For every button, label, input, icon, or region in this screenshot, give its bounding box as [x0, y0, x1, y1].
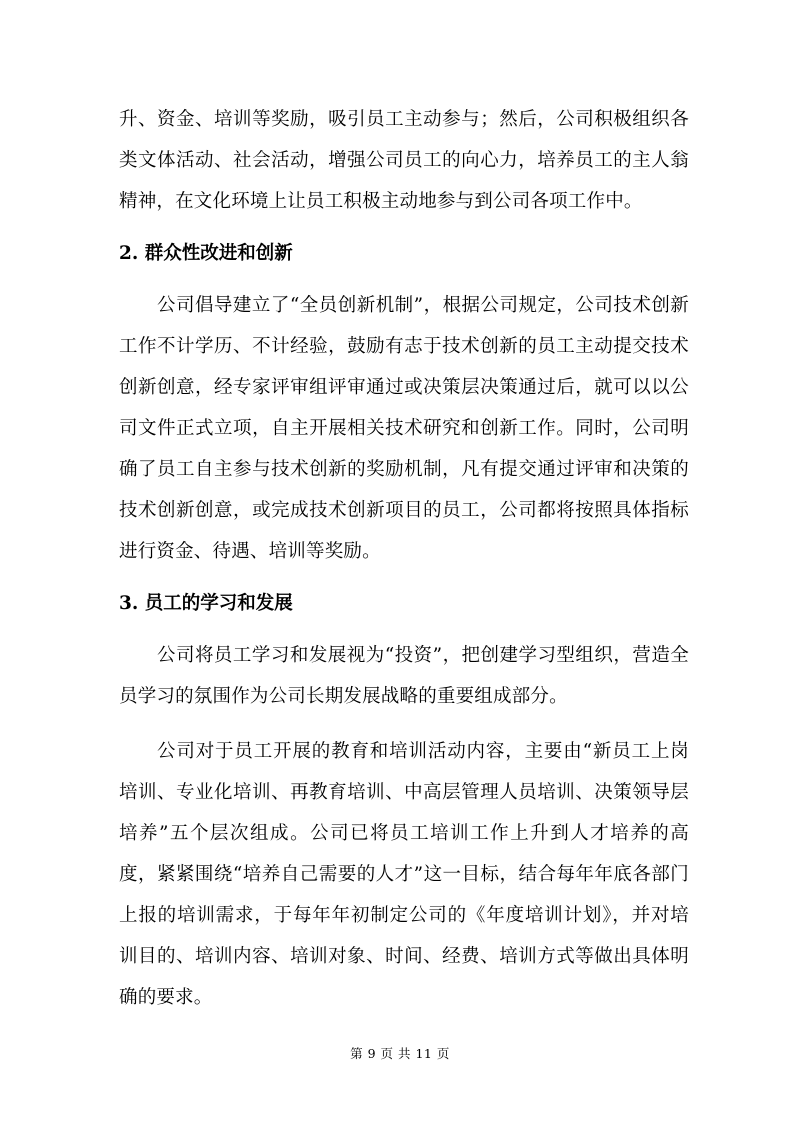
section-heading-3: 3. 员工的学习和发展	[119, 593, 293, 614]
page-number-footer: 第 9 页 共 11 页	[350, 1046, 450, 1061]
section-2-paragraph-1: 公司倡导建立了“全员创新机制”，根据公司规定，公司技术创新工作不计学历、不计经验，鼓励有志于技术创新的员工主动提交技术创新创意，经专家评审组评审通过或决策层决策通过后，就可以以公司文件正式立项，自主开展相关技术研究和创新工作。同时，公司明确了员工自主参与技术创新的奖励机制，凡有提交通过评审和决策的技术创新创意，或完成技术创新项目的员工，公司都将按照具体指标进行资金、待遇、培训等奖励。	[119, 295, 689, 562]
section-heading-2: 2. 群众性改进和创新	[119, 243, 293, 264]
page-body	[119, 99, 689, 1018]
carryover-paragraph: 升、资金、培训等奖励，吸引员工主动参与；然后，公司积极组织各类文体活动、社会活动，增强公司员工的向心力，培养员工的主人翁精神，在文化环境上让员工积极主动地参与到公司各项工作中。	[119, 109, 689, 212]
section-3-paragraph-2: 公司对于员工开展的教育和培训活动内容，主要由“新员工上岗培训、专业化培训、再教育培训、中高层管理人员培训、决策领导层培养”五个层次组成。公司已将员工培训工作上升到人才培养的高度，紧紧围绕“培养自己需要的人才”这一目标，结合每年年底各部门上报的培训需求，于每年年初制定公司的《年度培训计划》，并对培训目的、培训内容、培训对象、时间、经费、培训方式等做出具体明确的要求。	[119, 741, 689, 1008]
section-3-paragraph-1: 公司将员工学习和发展视为“投资”，把创建学习型组织，营造全员学习的氛围作为公司长期发展战略的重要组成部分。	[119, 645, 689, 707]
